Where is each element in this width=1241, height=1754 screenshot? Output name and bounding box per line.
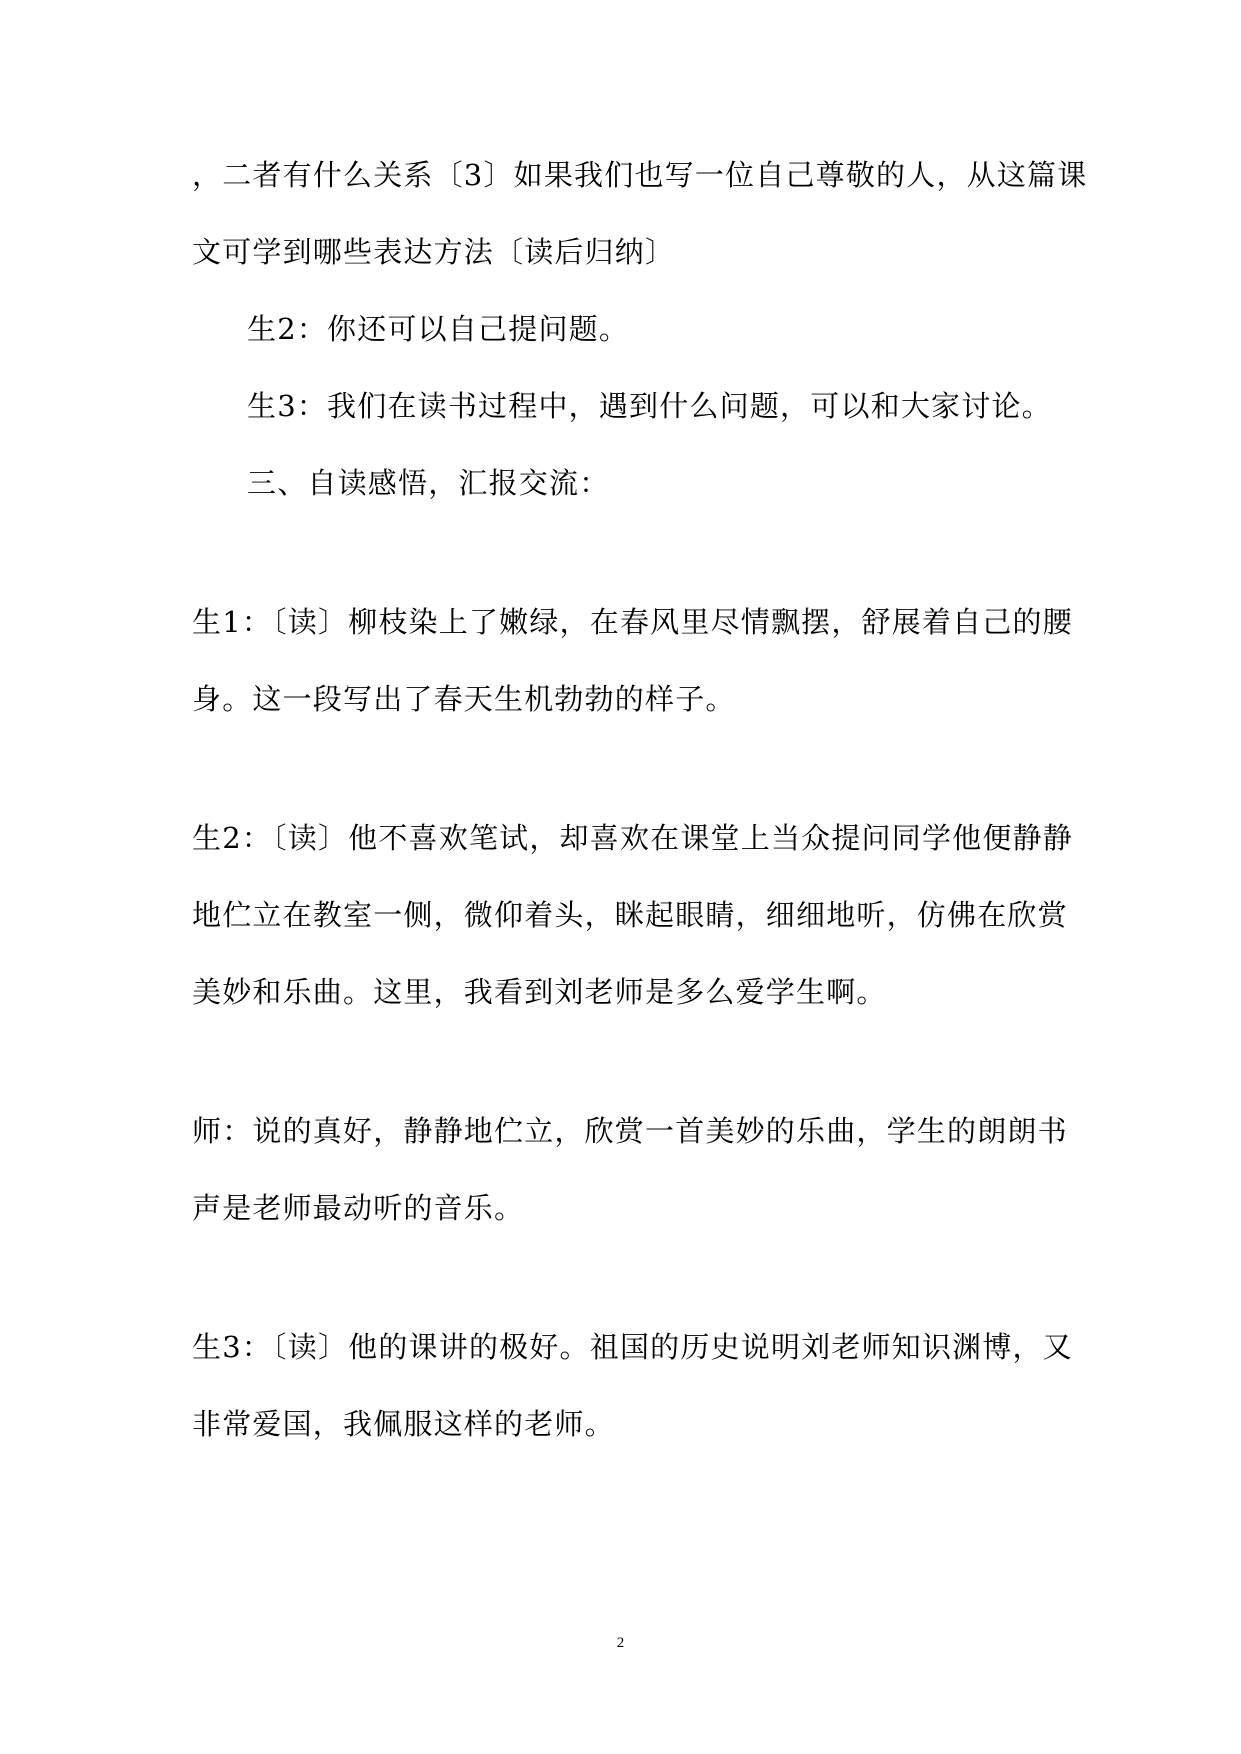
page-number: 2 (616, 1635, 625, 1651)
text-line: 文可学到哪些表达方法〔读后归纳〕 (192, 235, 676, 269)
text-line: 非常爱国，我佩服这样的老师。 (192, 1407, 615, 1441)
text-line: ，二者有什么关系〔3〕如果我们也写一位自己尊敬的人，从这篇课 (192, 158, 1088, 192)
text-line: 生2：〔读〕他不喜欢笔试，却喜欢在课堂上当众提问同学他便静静 (192, 821, 1073, 855)
section-heading: 三、自读感悟，汇报交流： (247, 466, 610, 500)
text-line: 生1：〔读〕柳枝染上了嫩绿，在春风里尽情飘摆，舒展着自己的腰 (192, 605, 1073, 639)
text-line: 生2：你还可以自己提问题。 (247, 312, 630, 346)
text-line: 身。这一段写出了春天生机勃勃的样子。 (192, 682, 736, 716)
text-line: 生3：〔读〕他的课讲的极好。祖国的历史说明刘老师知识渊博，又 (192, 1330, 1073, 1364)
text-line: 声是老师最动听的音乐。 (192, 1191, 525, 1225)
text-line: 地伫立在教室一侧，微仰着头，眯起眼睛，细细地听，仿佛在欣赏 (192, 898, 1068, 932)
text-line: 美妙和乐曲。这里，我看到刘老师是多么爱学生啊。 (192, 975, 887, 1009)
text-line: 生3：我们在读书过程中，遇到什么问题，可以和大家讨论。 (247, 389, 1052, 423)
text-line: 师：说的真好，静静地伫立，欣赏一首美妙的乐曲，学生的朗朗书 (192, 1114, 1068, 1148)
